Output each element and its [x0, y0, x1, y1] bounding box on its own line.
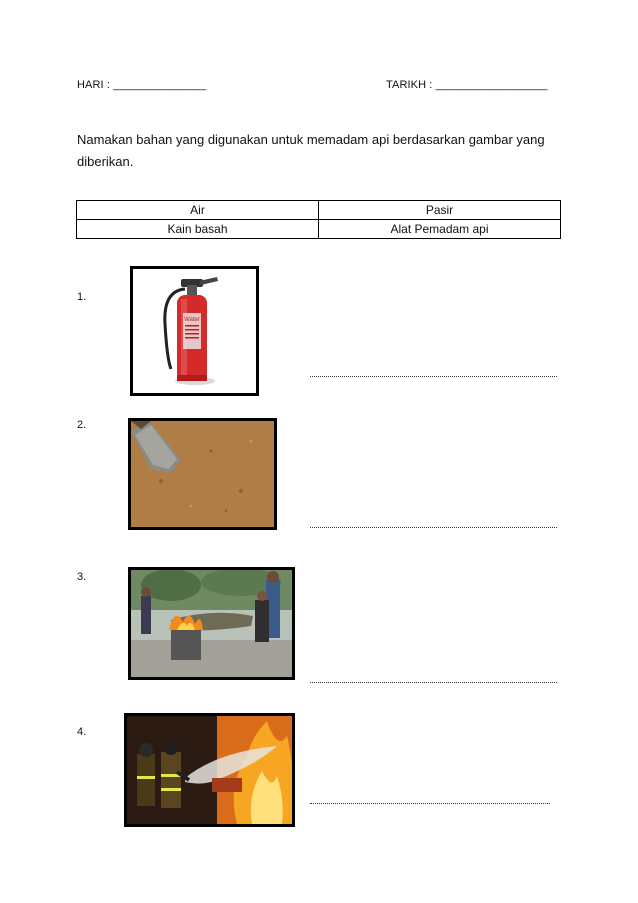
- question-number: 3.: [77, 571, 87, 583]
- firefighter-image: [124, 713, 295, 827]
- question-number: 4.: [77, 726, 87, 738]
- word-bank-cell: Pasir: [319, 201, 561, 220]
- table-row: [77, 201, 561, 220]
- word-bank-table: [76, 200, 561, 239]
- answer-line[interactable]: [310, 802, 550, 804]
- date-field: TARIKH : __________________: [386, 79, 548, 91]
- table-row: [77, 220, 561, 239]
- fire-extinguisher-image: [130, 266, 259, 396]
- sand-image: [128, 418, 277, 530]
- extinguisher-label: Water: [184, 317, 200, 323]
- word-bank-cell: Kain basah: [77, 220, 319, 239]
- answer-line[interactable]: [310, 375, 557, 377]
- question-number: 1.: [77, 291, 87, 303]
- answer-line[interactable]: [310, 526, 557, 528]
- word-bank-cell: Alat Pemadam api: [319, 220, 561, 239]
- fire-blanket-demo-image: [128, 567, 295, 680]
- day-field: HARI : _______________: [77, 79, 207, 91]
- answer-line[interactable]: [310, 681, 557, 683]
- word-bank-cell: Air: [77, 201, 319, 220]
- instruction-text: Namakan bahan yang digunakan untuk memadam api berdasarkan gambar yang diberikan.: [77, 132, 545, 169]
- question-number: 2.: [77, 419, 87, 431]
